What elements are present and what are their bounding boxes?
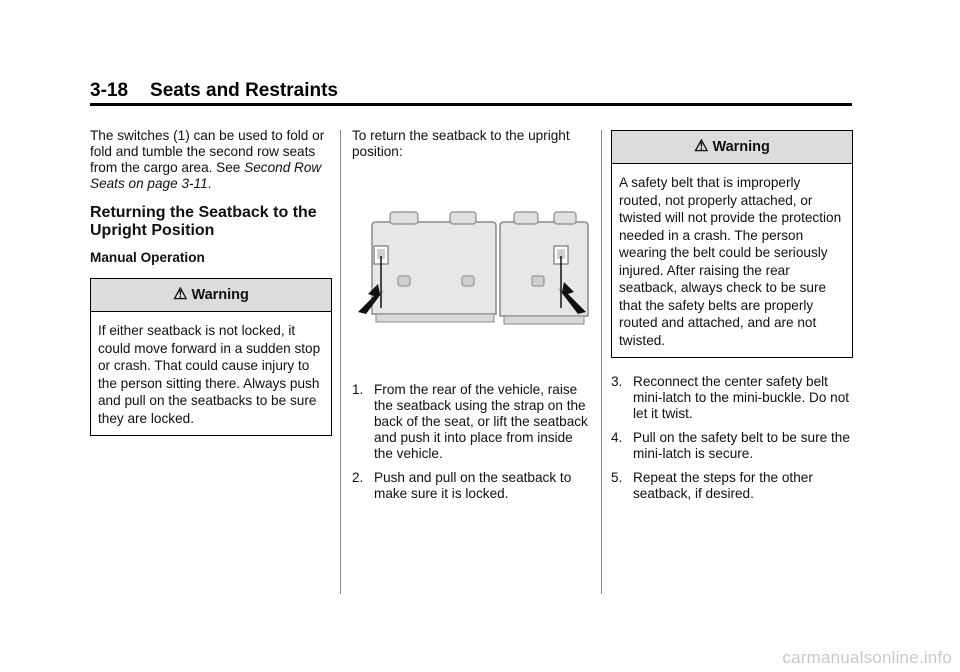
steps-list	[352, 382, 592, 502]
warning-box	[90, 278, 332, 436]
warning-box	[611, 130, 853, 358]
intro-period: .	[207, 176, 212, 191]
section-heading: Returning the Seatback to the Upright Position	[90, 204, 317, 239]
subsection-heading: Manual Operation	[90, 250, 205, 265]
page-number: 3-18	[90, 80, 129, 101]
warning-title: Warning	[712, 139, 770, 155]
seatback-illustration	[354, 204, 592, 342]
column-divider	[340, 130, 341, 594]
intro-paragraph: To return the seatback to the upright position:	[352, 128, 570, 159]
page-header	[90, 80, 338, 102]
step-text: From the rear of the vehicle, raise the seatback using the strap on the back of the seat, or lift the seatback and push it into place from inside the vehicle.	[374, 382, 588, 461]
column-1	[90, 128, 332, 436]
intro-paragraph	[90, 128, 332, 192]
list-item	[611, 374, 853, 422]
warning-title: Warning	[191, 287, 249, 303]
cross-reference-link[interactable]: Second Row Seats on page 3-11	[90, 160, 322, 191]
section-title: Seats and Restraints	[150, 80, 338, 101]
step-number: 2.	[352, 470, 364, 485]
list-item	[352, 382, 592, 462]
step-text: Repeat the steps for the other seatback, if desired.	[633, 470, 813, 501]
list-item	[352, 470, 592, 502]
steps-list	[611, 374, 853, 502]
warning-header	[612, 131, 852, 164]
step-number: 3.	[611, 374, 623, 389]
warning-text: A safety belt that is improperly routed, not properly attached, or twisted will not provide the protection needed in a crash. The person wearing the belt could be seriously injured. After raising the rear seatback, always check to be sure that the safety belts are properly routed and attached, and are not twisted.	[619, 175, 842, 348]
column-divider	[601, 130, 602, 594]
list-item	[611, 430, 853, 462]
list-item	[611, 470, 853, 502]
step-number: 4.	[611, 430, 623, 445]
watermark: carmanualsonline.info	[782, 648, 952, 667]
warning-triangle-icon: ⚠	[173, 286, 188, 303]
step-text: Push and pull on the seatback to make sure it is locked.	[374, 470, 572, 501]
step-number: 1.	[352, 382, 364, 397]
step-number: 5.	[611, 470, 623, 485]
warning-text: If either seatback is not locked, it could move forward in a sudden stop or crash. That could cause injury to the person sitting there. Always push and pull on the seatbacks to be sure they are locked.	[98, 323, 321, 426]
step-text: Reconnect the center safety belt mini-latch to the mini-buckle. Do not let it twist.	[633, 374, 850, 421]
intro-text: The switches (1) can be used to fold or fold and tumble the second row seats from the cargo area. See	[90, 128, 325, 175]
warning-header	[91, 279, 331, 312]
column-3	[611, 128, 853, 510]
step-text: Pull on the safety belt to be sure the mini-latch is secure.	[633, 430, 850, 461]
header-rule	[90, 103, 852, 106]
warning-triangle-icon: ⚠	[694, 138, 709, 155]
column-2	[352, 128, 592, 510]
